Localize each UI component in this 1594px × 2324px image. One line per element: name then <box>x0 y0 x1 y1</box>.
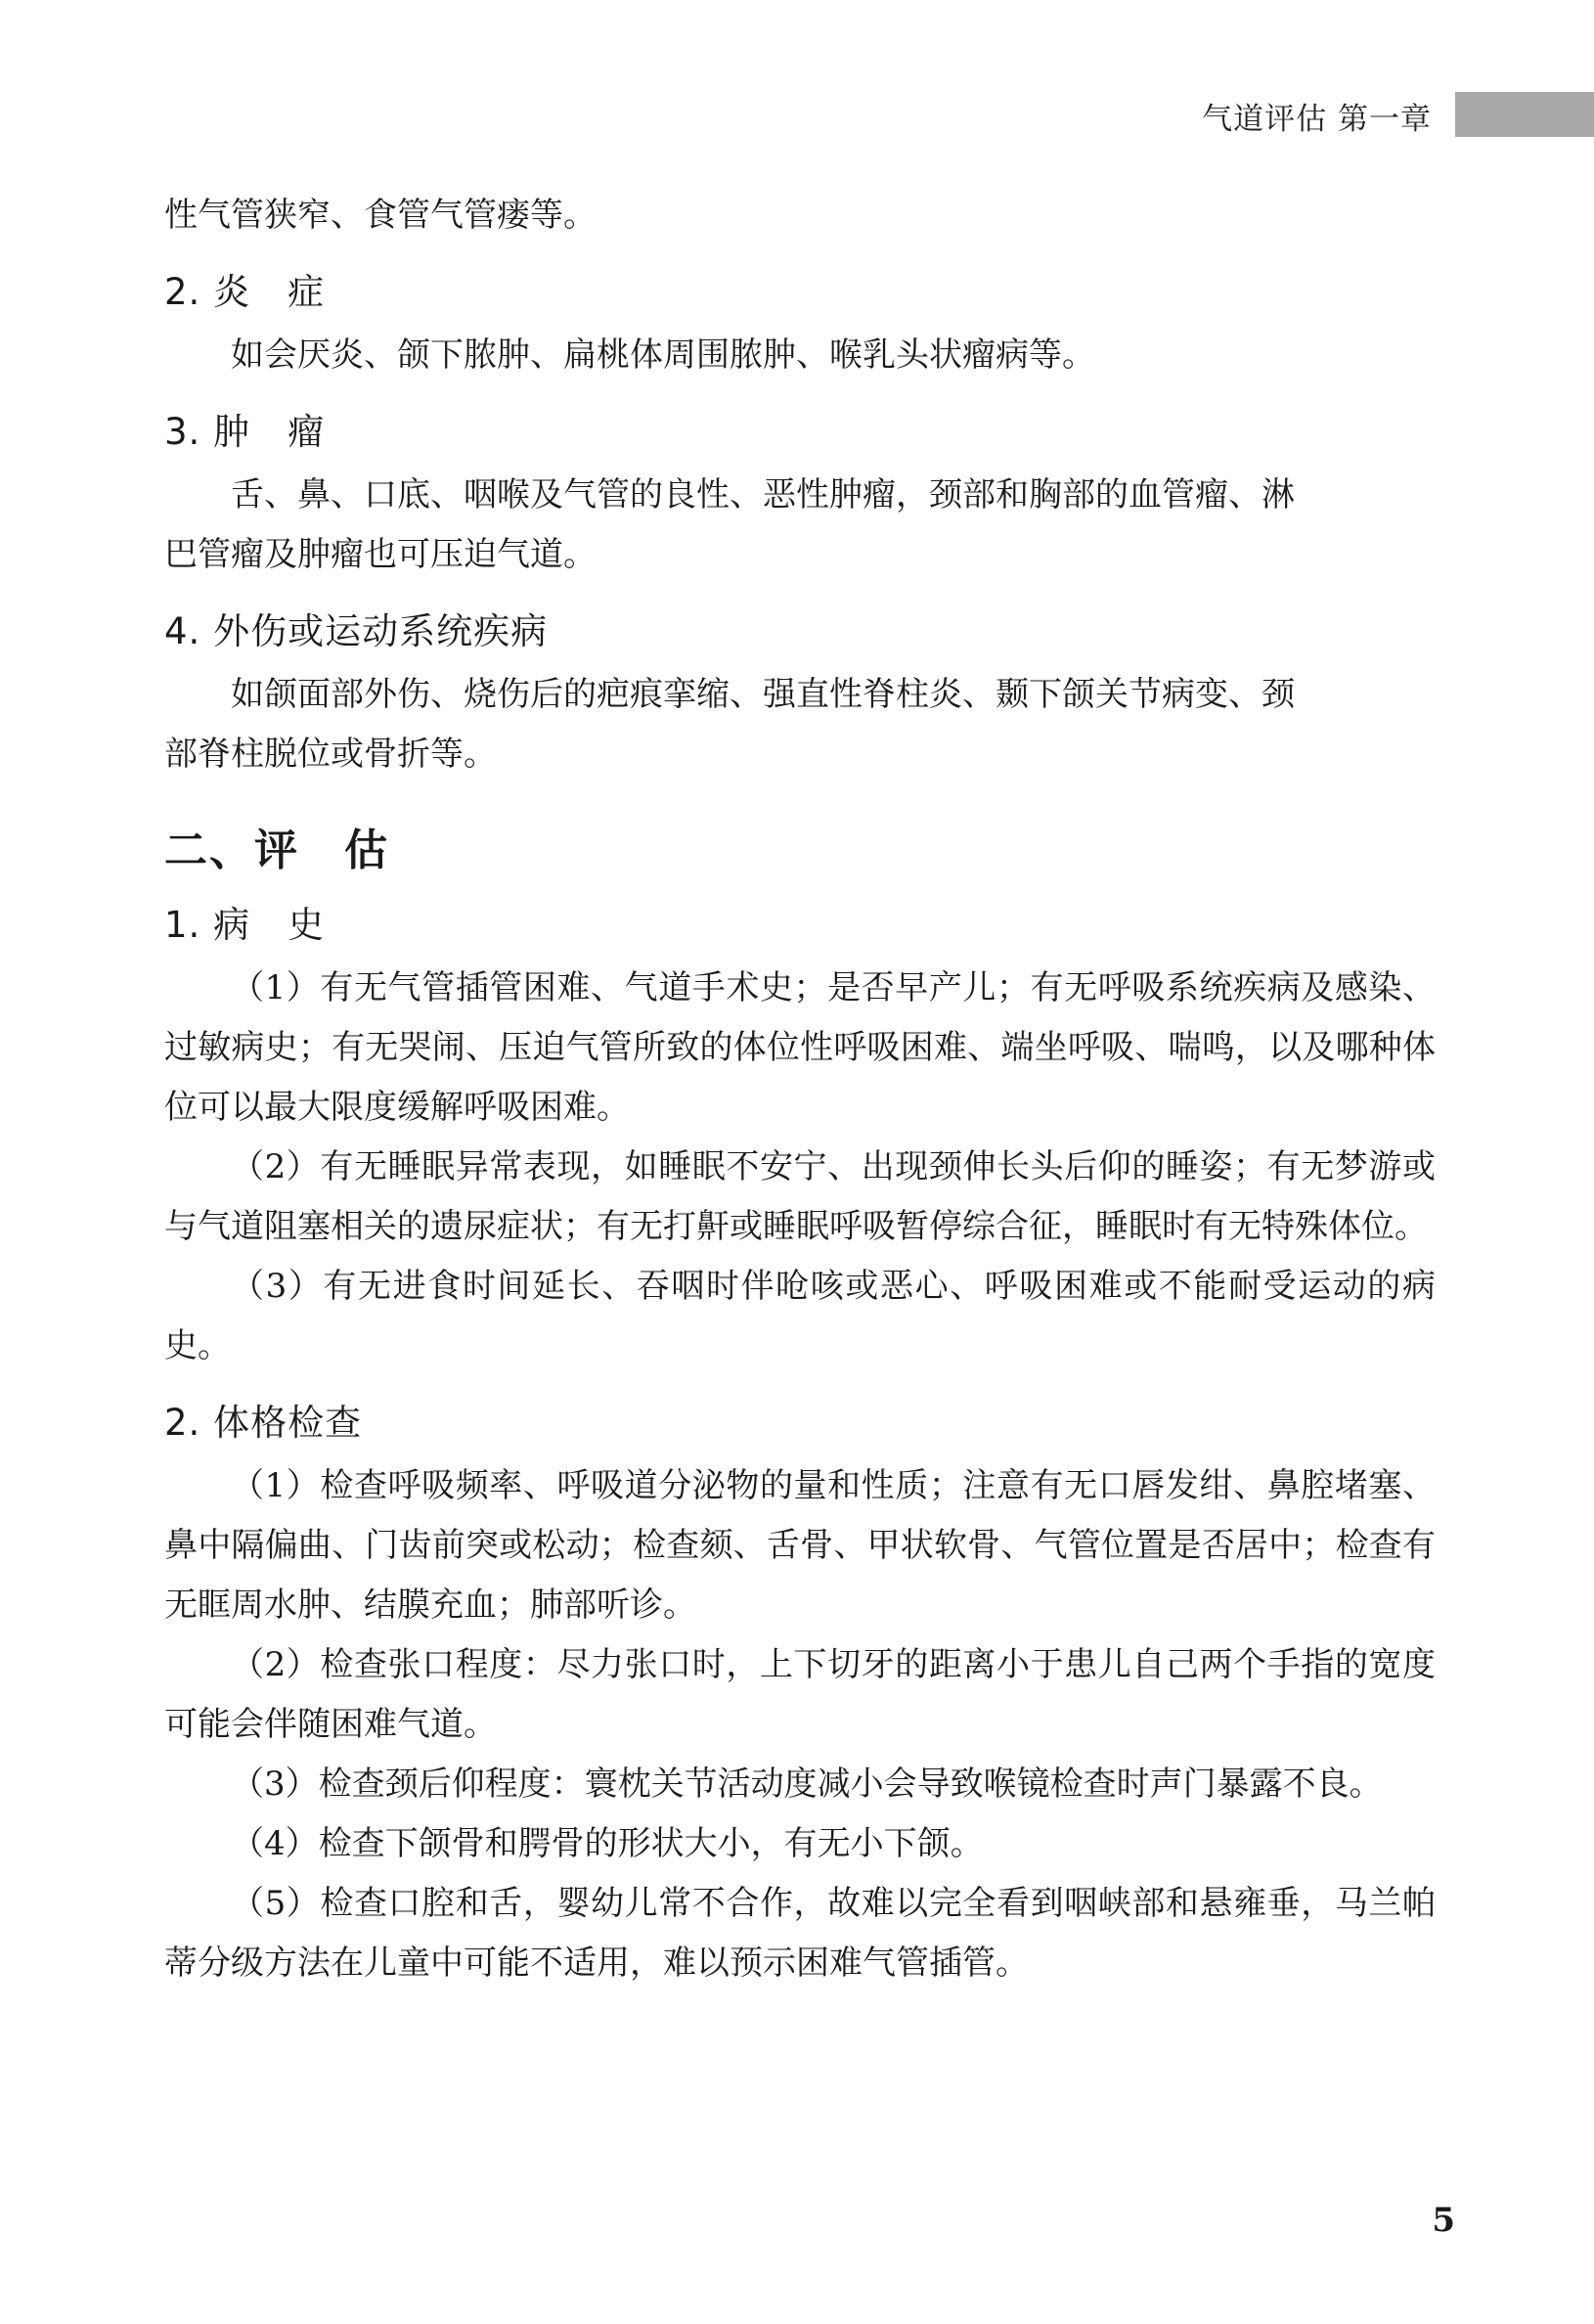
heading-inflammation: 2. 炎 症 <box>164 271 326 313</box>
paragraph-trauma-line2: 部脊柱脱位或骨折等。 <box>164 735 497 774</box>
header-tab-bar <box>1455 92 1594 137</box>
heading-physical-exam: 2. 体格检查 <box>164 1402 363 1444</box>
paragraph-inflammation: 如会厌炎、颌下脓肿、扁桃体周围脓肿、喉乳头状瘤病等。 <box>231 335 1095 375</box>
history-item-3: （3）有无进食时间延长、吞咽时伴呛咳或恶心、呼吸困难或不能耐受运动的病史。 <box>164 1267 1436 1365</box>
paragraph-tumor-line2: 巴管瘤及肿瘤也可压迫气道。 <box>164 535 597 574</box>
page-number: 5 <box>1432 2201 1455 2240</box>
exam-item-5: （5）检查口腔和舌，婴幼儿常不合作，故难以完全看到咽峡部和悬雍垂，马兰帕蒂分级方法在儿童中可能不适用，难以预示困难气管插管。 <box>164 1884 1436 1983</box>
heading-tumor: 3. 肿 瘤 <box>164 411 326 453</box>
heading-history: 1. 病 史 <box>164 904 326 946</box>
page-body <box>164 186 1436 1993</box>
exam-item-3: （3）检查颈后仰程度：寰枕关节活动度减小会导致喉镜检查时声门暴露不良。 <box>231 1765 1383 1804</box>
exam-item-2: （2）检查张口程度：尽力张口时，上下切牙的距离小于患儿自己两个手指的宽度可能会伴随困难气道。 <box>164 1645 1436 1744</box>
section-heading-evaluation: 二、评 估 <box>164 826 389 875</box>
running-header: 气道评估 第一章 <box>1202 102 1432 137</box>
paragraph-continued: 性气管狭窄、食管气管瘘等。 <box>164 196 597 235</box>
paragraph-trauma-line1: 如颌面部外伤、烧伤后的疤痕挛缩、强直性脊柱炎、颞下颌关节病变、颈 <box>231 675 1295 714</box>
history-item-2: （2）有无睡眠异常表现，如睡眠不安宁、出现颈伸长头后仰的睡姿；有无梦游或与气道阻塞相关的遗尿症状；有无打鼾或睡眠呼吸暂停综合征，睡眠时有无特殊体位。 <box>164 1147 1436 1246</box>
history-item-1: （1）有无气管插管困难、气道手术史；是否早产儿；有无呼吸系统疾病及感染、过敏病史；有无哭闹、压迫气管所致的体位性呼吸困难、端坐呼吸、喘鸣，以及哪种体位可以最大限度缓解呼吸困难。 <box>164 968 1436 1127</box>
exam-item-1: （1）检查呼吸频率、呼吸道分泌物的量和性质；注意有无口唇发绀、鼻腔堵塞、鼻中隔偏曲、门齿前突或松动；检查颏、舌骨、甲状软骨、气管位置是否居中；检查有无眶周水肿、结膜充血；肺部听诊。 <box>164 1466 1436 1625</box>
paragraph-tumor-line1: 舌、鼻、口底、咽喉及气管的良性、恶性肿瘤，颈部和胸部的血管瘤、淋 <box>231 475 1295 514</box>
heading-trauma: 4. 外伤或运动系统疾病 <box>164 610 549 652</box>
exam-item-4: （4）检查下颌骨和腭骨的形状大小，有无小下颌。 <box>231 1824 984 1863</box>
